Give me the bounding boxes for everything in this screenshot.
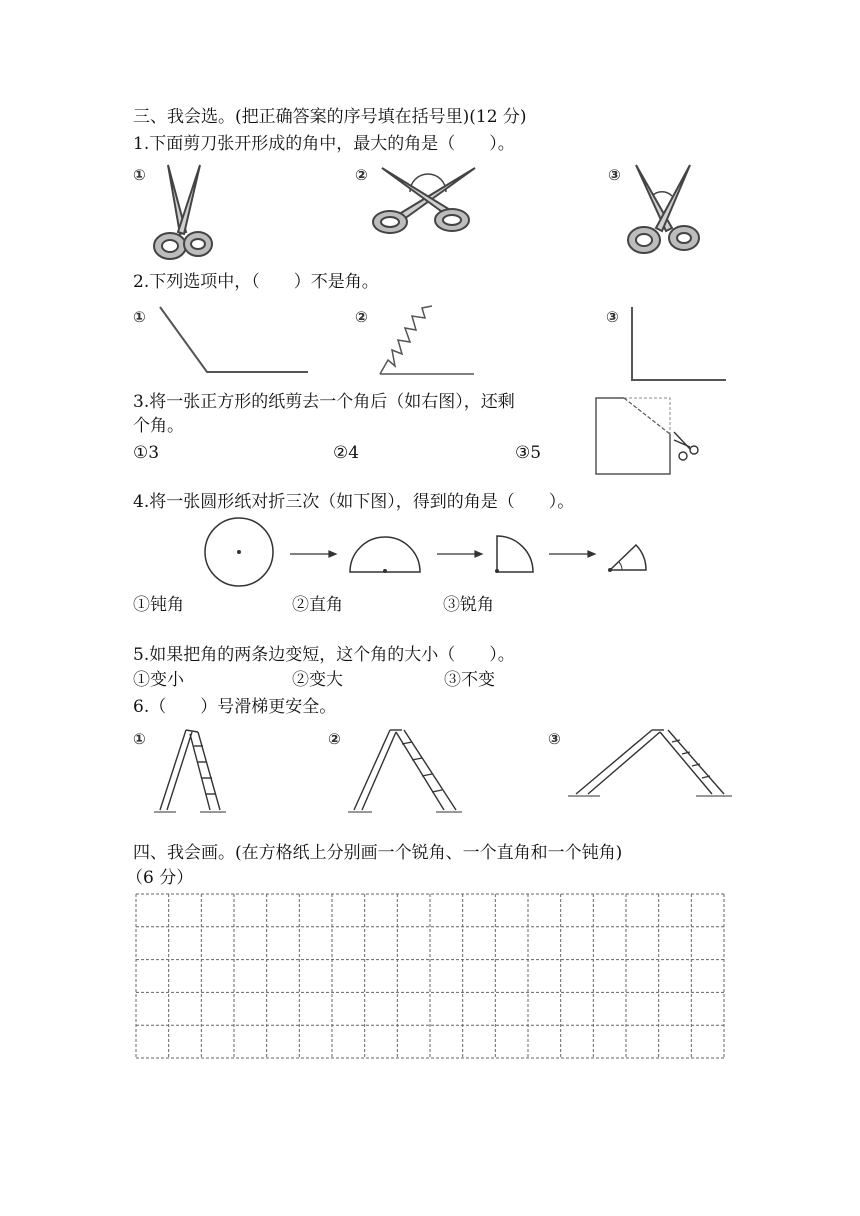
section4-points: （6 分） xyxy=(126,868,194,888)
q2-angle-figures xyxy=(0,302,860,382)
q4-option-1: ①钝角 xyxy=(133,595,184,615)
half-circle-figure xyxy=(350,537,420,572)
section3-heading: 三、我会选。(把正确答案的序号填在括号里)(12 分) xyxy=(133,107,527,127)
q5-option-2: ②变大 xyxy=(292,670,343,690)
scissors-icon xyxy=(674,432,698,460)
q1-scissors-figures xyxy=(0,160,860,280)
arrow-icon-3 xyxy=(549,551,595,557)
q6-slide-figures xyxy=(0,724,860,824)
q1-text: 1.下面剪刀张开形成的角中，最大的角是（ ）。 xyxy=(133,134,515,154)
slide-figure-3 xyxy=(568,730,732,796)
scissors-icon-1 xyxy=(154,165,212,259)
q3-text-line2: 个角。 xyxy=(133,416,184,436)
scissors-icon-2 xyxy=(373,168,475,233)
angle-figure-1 xyxy=(160,307,308,372)
q6-label-1: ① xyxy=(133,730,146,748)
q2-label-1: ① xyxy=(133,308,146,326)
section4-heading: 四、我会画。(在方格纸上分别画一个锐角、一个直角和一个钝角) xyxy=(133,843,623,863)
q3-option-2: ②4 xyxy=(333,443,360,463)
slide-figure-1 xyxy=(154,730,226,812)
q1-label-2: ② xyxy=(355,166,368,184)
q6-label-2: ② xyxy=(328,730,341,748)
q3-option-1: ①3 xyxy=(133,443,160,463)
q2-text: 2.下列选项中，（ ）不是角。 xyxy=(133,272,379,292)
q6-text: 6.（ ）号滑梯更安全。 xyxy=(133,697,337,717)
q2-label-3: ③ xyxy=(606,308,619,326)
q4-option-2: ②直角 xyxy=(292,595,343,615)
eighth-circle-figure xyxy=(610,545,646,570)
q3-option-3: ③5 xyxy=(515,443,542,463)
right-angle-figure-3 xyxy=(632,307,726,380)
scissors-icon-3 xyxy=(628,165,699,253)
q4-option-3: ③锐角 xyxy=(443,595,494,615)
arrow-icon-2 xyxy=(437,551,482,557)
q1-label-3: ③ xyxy=(608,166,621,184)
q2-label-2: ② xyxy=(355,308,368,326)
q5-option-1: ①变小 xyxy=(133,670,184,690)
drawing-grid[interactable] xyxy=(134,892,726,1060)
q6-label-3: ③ xyxy=(548,730,561,748)
q5-text: 5.如果把角的两条边变短，这个角的大小（ ）。 xyxy=(133,645,515,665)
squiggle-figure-2 xyxy=(380,306,474,374)
q1-label-1: ① xyxy=(133,166,146,184)
q3-text-line1: 3.将一张正方形的纸剪去一个角后（如右图），还剩 xyxy=(133,392,515,412)
q3-cut-square-figure xyxy=(590,394,720,484)
arrow-icon-1 xyxy=(290,551,336,557)
slide-figure-2 xyxy=(348,730,462,812)
q4-folding-figures xyxy=(0,518,860,598)
q5-option-3: ③不变 xyxy=(444,670,495,690)
quarter-circle-figure xyxy=(497,536,533,572)
q4-text: 4.将一张圆形纸对折三次（如下图），得到的角是（ ）。 xyxy=(133,492,575,512)
